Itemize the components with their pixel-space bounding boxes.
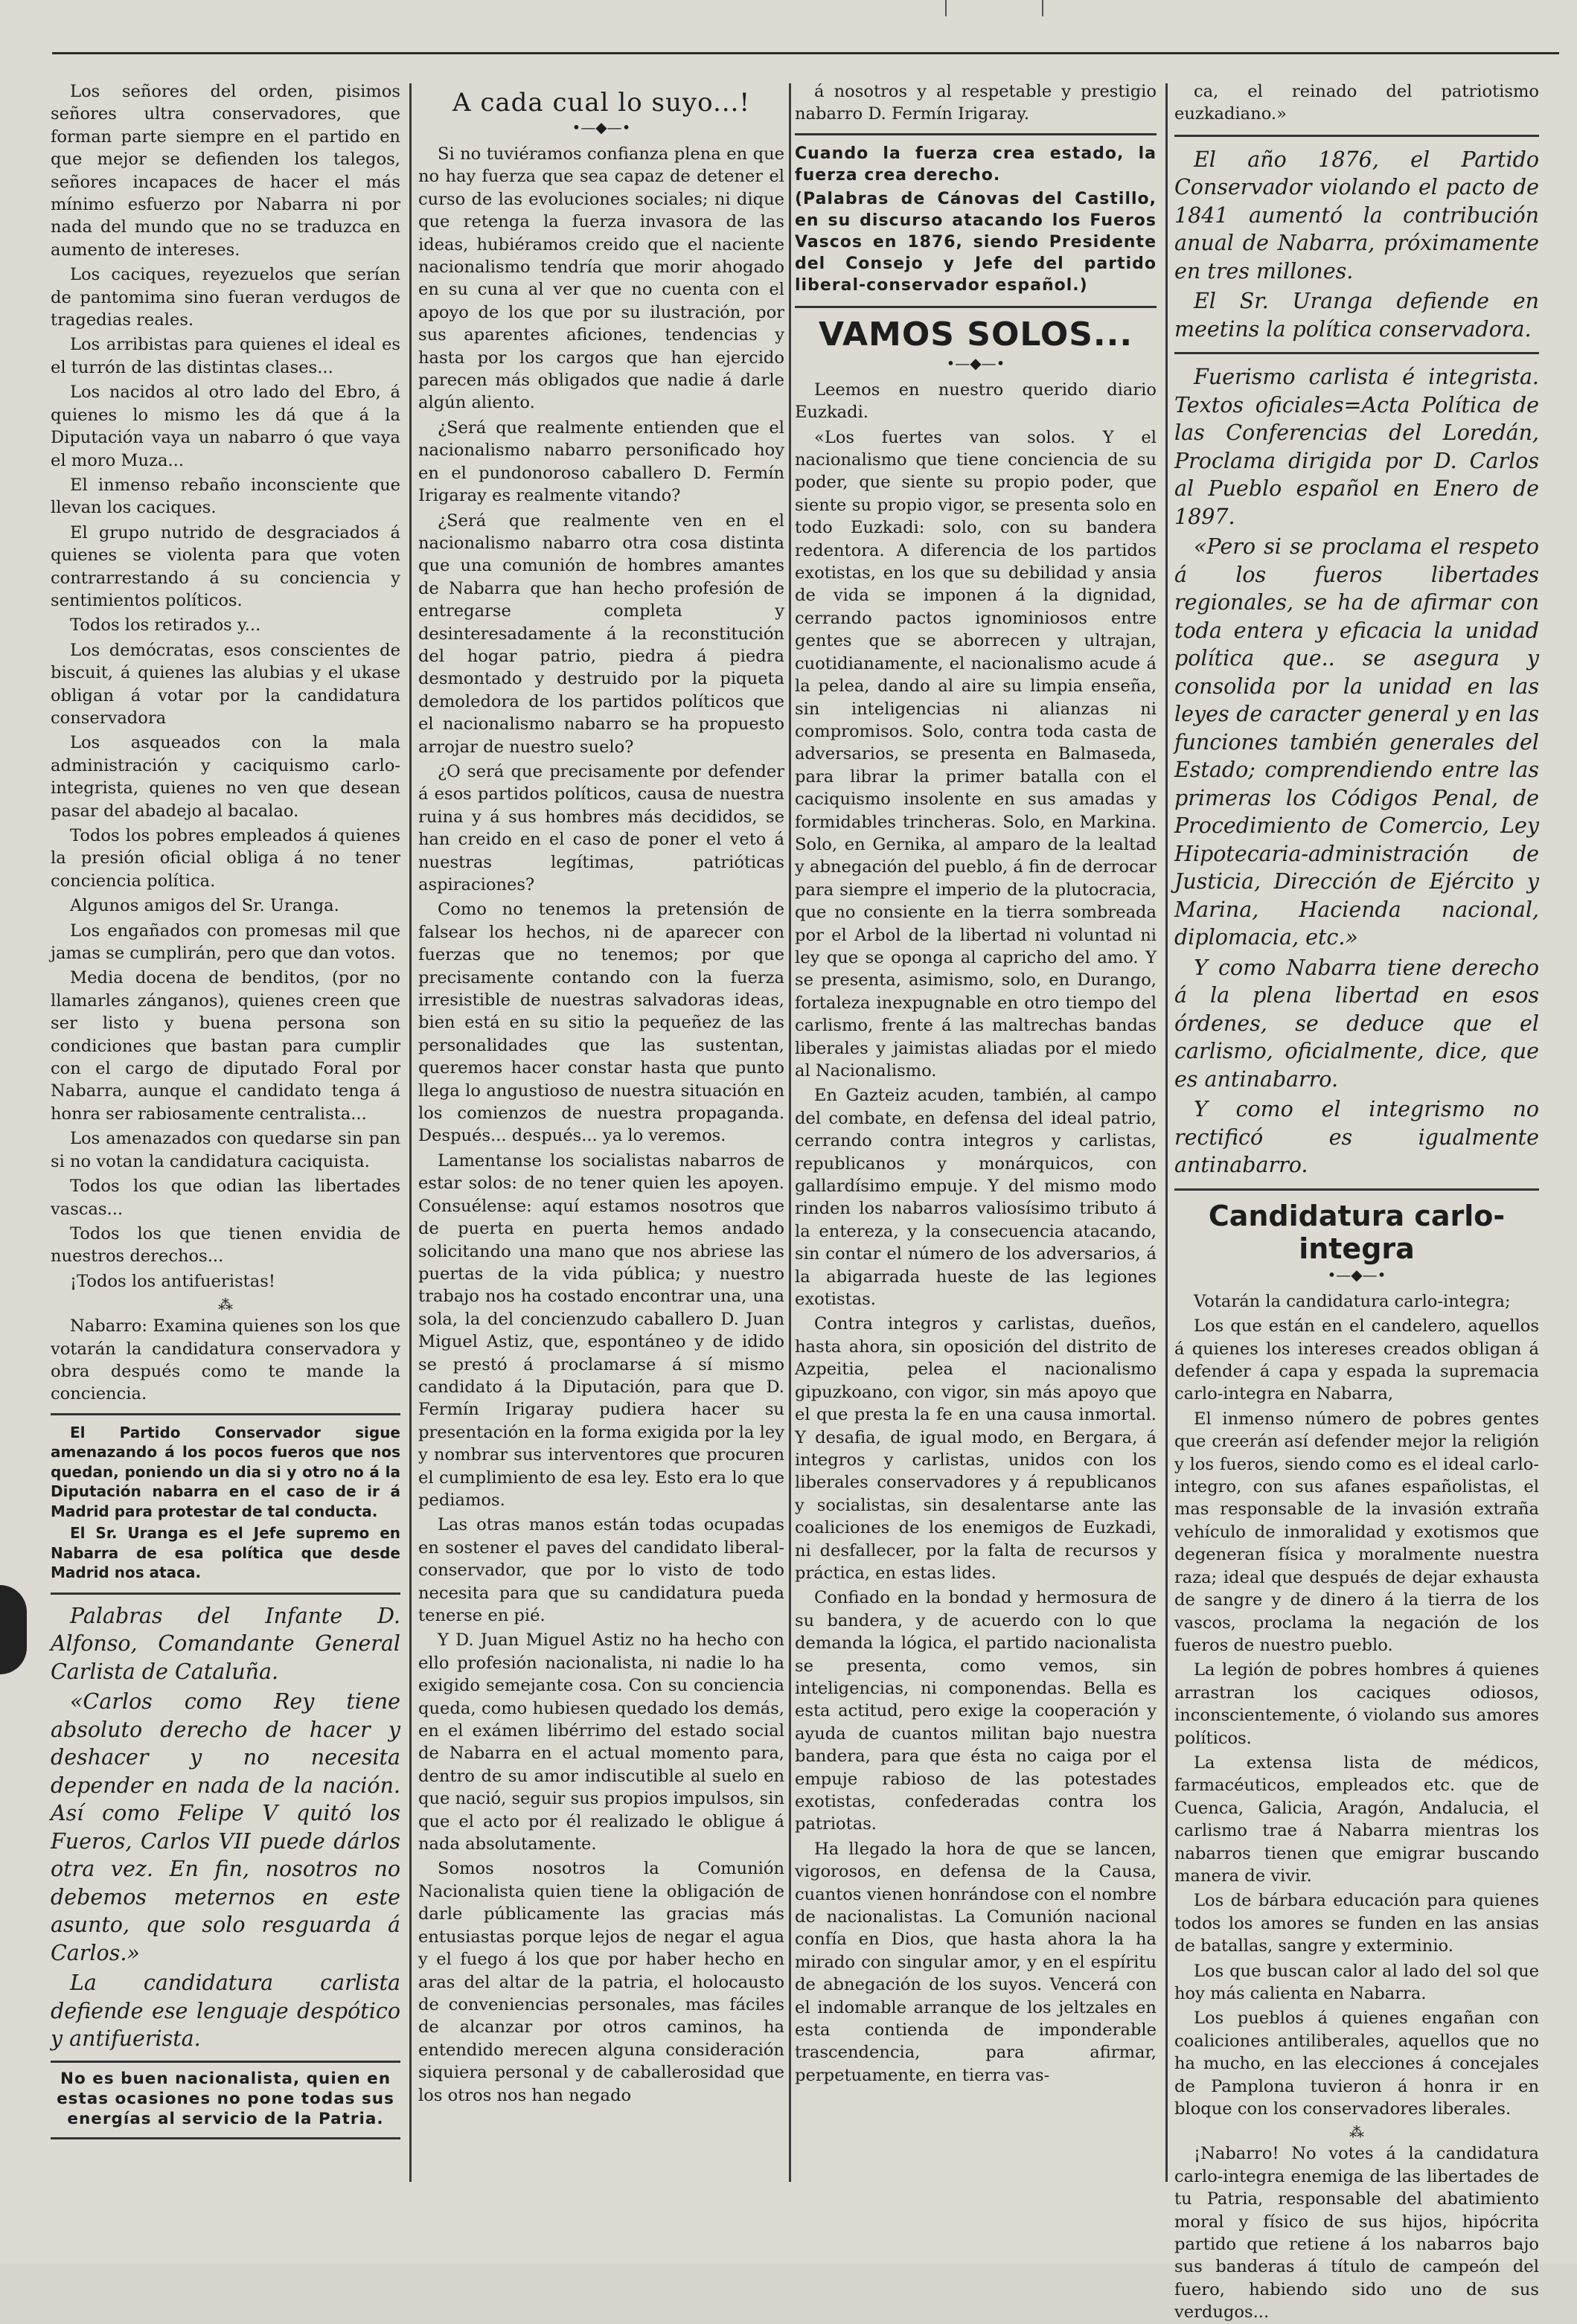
paragraph: Todos los pobres empleados á quienes la presión oficial obliga á no tener conciencia política. — [51, 826, 400, 891]
section-rule — [1174, 352, 1539, 354]
paragraph: La extensa lista de médicos, farmacéuticos, empleados etc. que de Cuenca, Galicia, Aragón, Andalucia, el carlismo trae á Nabarra mientras los nabarros tienen que emigrar buscando manera de vivir. — [1174, 1752, 1539, 1886]
paragraph: ¡Todos los antifueristas! — [70, 1271, 275, 1291]
continuation-text: ca, el reinado del patriotismo euzkadiano.» — [1174, 82, 1539, 124]
closing-appeal: ¡Nabarro! No votes á la candidatura carlo-integra enemiga de las libertades de tu Patria, responsable del abatimiento moral y físico de sus hijos, hipócrita partido que retiene á los nabarros bajo sus banderas á título de campeón del fuero, habiendo sido uno de sus verdugos... — [1174, 2144, 1539, 2323]
paragraph: ¿Será que realmente entienden que el nacionalismo nabarro personificado hoy en el pundonoroso caballero D. Fermín Irigaray es realmente vitando? — [418, 417, 784, 506]
column-3 — [795, 80, 1157, 2201]
paragraph: Los asqueados con la mala administración y caciquismo carlo-integrista, quienes no ven que desean pasar del abadejo al bacalao. — [51, 733, 400, 821]
opponent-list — [51, 80, 400, 1293]
paragraph: Todos los que tienen envidia de nuestros derechos... — [51, 1223, 400, 1267]
heading-ornament: •—◆—• — [1327, 1265, 1386, 1284]
paragraph: «Los fuertes van solos. Y el nacionalismo que tiene conciencia de su poder, que siente su propio poder, que siente su propio vigor, se presenta solo en todo Euzkadi: solo, con su bandera redentora. A diferencia de los partidos exotistas, en los que su debilidad y ansia de vida se imponen á la dignidad, cerrando pactos ignominiosos entre gentes que se aborrecen y ultrajan, cuotidianamente, el nacionalismo acude á la pelea, dando al aire su limpia enseña, sin inteligencias ni alianzas ni compromisos. Solo, contra toda casta de adversarios, se presenta en Balmaseda, para librar la primer batalla con el caciquismo insolente en sus amadas y formidables trincheras. Solo, en Markina. Solo, en Gernika, al amparo de la lealtad y abnegación del pueblo, á fin de derrocar para siempre el imperio de la plutocracia, que no consiente en la tierra sombreada por el Arbol de la libertad ni voluntad ni ley que se oponga al capricho del amo. Y se presenta, asimismo, solo, en Durango, fortaleza inexpugnable en otro tiempo del carlismo, frente á las maltrechas bandas liberales y jaimistas aliadas por el miedo al Nacionalismo. — [795, 427, 1157, 1081]
paragraph: Los demócratas, esos conscientes de biscuit, á quienes las alubias y el ukase obligan á votar por la candidatura conservadora — [51, 640, 400, 728]
top-edge-mark — [945, 0, 947, 16]
top-rule — [52, 52, 1559, 54]
infante-comment: La candidatura carlista defiende ese lenguaje despótico y antifuerista. — [51, 1971, 400, 2052]
contribution-note — [1174, 146, 1539, 344]
column-divider — [789, 83, 791, 2182]
paragraph: Somos nosotros la Comunión Nacionalista quien tiene la obligación de darle públicamente las gracias más entusiastas porque lejos de negar el agua y el fuego á los que por haber hecho en aras del altar de la patria, el holocausto de conveniencias personales, mas fáciles de alcanzar por otros caminos, ha entendido merecen alguna consideración siquiera personal y de caballerosidad que los otros nos han negado — [418, 1859, 784, 2105]
conservative-box — [51, 1413, 400, 1595]
note-paragraph: El año 1876, el Partido Conservador violando el pacto de 1841 aumentó la contribución anual de Nabarra, próximamente en tres millones. — [1174, 147, 1539, 284]
asterism-ornament: ⁂ — [218, 1296, 233, 1314]
paragraph: Los nacidos al otro lado del Ebro, á quienes lo mismo les dá que á la Diputación vaya un nabarro ó que vaya el moro Muza... — [51, 382, 400, 470]
heading-ornament: •—◆—• — [572, 118, 631, 136]
column-divider — [1165, 83, 1168, 2182]
quote-attribution: (Palabras de Cánovas del Castillo, en su discurso atacando los Fueros Vascos en 1876, siendo Presidente del Consejo y Jefe del partido liberal-conservador español.) — [795, 189, 1157, 295]
paragraph: Los de bárbara educación para quienes todos los amores se funden en las ansias de batallas, sangre y exterminio. — [1174, 1891, 1539, 1956]
paragraph: Todos los retirados y... — [70, 615, 261, 636]
infante-quote: «Carlos como Rey tiene absoluto derecho de hacer y deshacer y no necesita depender en nada de la nación. Así como Felipe V quitó los Fueros, Carlos VII puede dárlos otra vez. En fin, nosotros no debemos meternos en este asunto, que solo resguarda á Carlos.» — [51, 1689, 400, 1965]
infante-title: Palabras del Infante D. Alfonso, Comandante General Carlista de Cataluña. — [51, 1603, 400, 1684]
ink-blot — [0, 1585, 27, 1674]
nationalist-quote-box — [51, 2061, 400, 2139]
quote-line: Cuando la fuerza crea estado, la fuerza crea derecho. — [795, 144, 1157, 185]
paragraph: El inmenso número de pobres gentes que creerán así defender mejor la religión y los fueros, siendo como es el ideal carlo-integro, con sus afanes españolistas, el mas responsable de la invasión extraña vehículo de inmoralidad y exotismos que degeneran física y moralmente nuestra raza; ideal que después de dejar exhausta de sangre y de dinero á la tierra de los vascos, proclama la negación de los fueros de nuestro pueblo. — [1174, 1409, 1539, 1655]
article-heading: A cada cual lo suyo...! — [452, 88, 751, 118]
box-paragraph: El Partido Conservador sigue amenazando á los pocos fueros que nos quedan, poniendo un dia si y otro no á la Diputación nabarra en el caso de ir á Madrid para protestar de tal conducta. — [51, 1423, 400, 1520]
paragraph: Confiado en la bondad y hermosura de su bandera, y de acuerdo con lo que demanda la lógica, el partido nacionalista se presenta, como vemos, sin inteligencias, ni componendas. Bella es esta actitud, pero exige la cooperación y ayuda de cuantos militan bajo nuestra bandera, para que ésta no caiga por el empuje rabioso de las potestades exotistas, confederadas contra los patriotas. — [795, 1588, 1157, 1834]
paragraph: Ha llegado la hora de que se lancen, vigorosos, en defensa de la Causa, cuantos vienen honrándose con el nombre de nacionalistas. La Comunión nacional confía en Dios, que hasta ahora la ha mirado con singular amor, y en el espíritu de abnegación de los suyos. Vencerá con el indomable arranque de los jeltzales en esta contienda de imponderable trascendencia, para afirmar, perpetuamente, en tierra vas- — [795, 1839, 1157, 2085]
paragraph: Los que buscan calor al lado del sol que hoy más calienta en Nabarra. — [1174, 1961, 1539, 2003]
paragraph: Si no tuviéramos confianza plena en que no hay fuerza que sea capaz de detener el curso de las evoluciones sociales; ni dique que retenga la fuerza invasora de las ideas, hubiéramos creido que el naciente nacionalismo tendría que morir ahogado en su cuna al ver que no cuenta con el apoyo de los que por su ilustración, por sus aparentes aficiones, tendencias y hasta por los cargos que han ejercido parecen más obligados que nadie á darle algún aliento. — [418, 144, 784, 413]
fuerismo-section — [1174, 363, 1539, 1179]
heading-ornament: •—◆—• — [946, 353, 1005, 372]
paragraph: Los engañados con promesas mil que jamas se cumplirán, pero que dan votos. — [51, 921, 400, 964]
exhortation: Nabarro: Examina quienes son los que votarán la candidatura conservadora y obra después como te mande la conciencia. — [51, 1316, 400, 1404]
section-rule — [1174, 1188, 1539, 1191]
column-4 — [1174, 80, 1539, 2323]
paragraph: Algunos amigos del Sr. Uranga. — [70, 896, 339, 916]
fuerismo-paragraph: Y como el integrismo no rectificó es igualmente antinabarro. — [1174, 1097, 1539, 1178]
asterism-ornament: ⁂ — [1349, 2123, 1364, 2142]
paragraph: El grupo nutrido de desgraciados á quienes se violenta para que voten contrarrestando á su conciencia y sentimientos políticos. — [51, 522, 400, 610]
column-divider — [409, 83, 412, 2182]
top-edge-mark — [1042, 0, 1043, 16]
paragraph: ¿O será que precisamente por defender á esos partidos políticos, causa de nuestra ruina y á sus hombres más decididos, se han creido en el caso de poner el veto á nuestras legítimas, patrióticas aspiraciones? — [418, 761, 784, 894]
quote-text: No es buen nacionalista, quien en estas ocasiones no pone todas sus energías al servicio de la Patria. — [57, 2069, 394, 2128]
article-heading: Candidatura carlo-integra — [1208, 1199, 1506, 1265]
fuerismo-paragraph: Y como Nabarra tiene derecho á la plena libertad en esos órdenes, se deduce que el carlismo, oficialmente, dice, que es antinabarro. — [1174, 955, 1539, 1092]
paragraph: Los arribistas para quienes el ideal es el turrón de las distintas clases... — [51, 335, 400, 377]
paragraph: ¿Será que realmente ven en el nacionalismo nabarro otra cosa distinta que una comunión de hombres amantes de Nabarra que han hecho profesión de entregarse completa y desinteresadamente á la reconstitución del hogar patrio, piedra á piedra desmontado y destruido por la piqueta demoledora de los partidos políticos que el nacionalismo nabarro se ha propuesto arrojar de nuestro suelo? — [418, 510, 784, 757]
box-paragraph: El Sr. Uranga es el Jefe supremo en Nabarra de esa política que desde Madrid nos ataca. — [51, 1524, 400, 1582]
paragraph: Las otras manos están todas ocupadas en sostener el paves del candidato liberal-conservador, que por lo visto de todo necesita para que su candidatura pueda tenerse en pié. — [418, 1515, 784, 1625]
article-heading: VAMOS SOLOS... — [818, 315, 1133, 353]
column-2 — [418, 80, 784, 2201]
paragraph: Los amenazados con quedarse sin pan si no votan la candidatura caciquista. — [51, 1129, 400, 1171]
infante-quote-section — [51, 1602, 400, 2053]
paragraph: Media docena de benditos, (por no llamarles zánganos), quienes creen que ser listo y buena persona son condiciones que bastan para cumplir con el cargo de diputado Foral por Nabarra, aunque el candidato tenga á honra ser rabiosamente centralista... — [51, 968, 400, 1124]
paragraph: En Gazteiz acuden, también, al campo del combate, en defensa del ideal patrio, cerrando contra integros y carlistas, republicanos y monárquicos, con gallardísimo empuje. Y del mismo modo rinden los nabarros valiosísimo tributo á la entereza, y la consecuencia atacando, sin contar el número de los adversarios, á la abigarrada hueste de las legiones exotistas. — [795, 1086, 1157, 1310]
canovas-quote-box — [795, 133, 1157, 308]
paragraph: Leemos en nuestro querido diario Euzkadi. — [795, 380, 1157, 423]
section-rule — [1174, 135, 1539, 137]
paragraph: Los caciques, reyezuelos que serían de pantomima sino fueran verdugos de tragedias reales. — [51, 265, 400, 330]
paragraph: Los señores del orden, pisimos señores ultra conservadores, que forman parte siempre en el partido en que mejor se defienden los talegos, señores incapaces de hacer el más mínimo esfuerzo por Nabarra ni por nada del mundo que no se traduzca en aumento de intereses. — [51, 82, 400, 260]
paragraph: Como no tenemos la pretensión de falsear los hechos, ni de aparecer con fuerzas que no tenemos; por que precisamente contando con la fuerza irresistible de nuestras salvadoras ideas, bien está en su sitio la pequeñez de las personalidades que las sustentan, queremos hacer constar hasta que punto llega lo angustioso de nuestra situación en los comienzos de nuestra propaganda. Después... después... ya lo veremos. — [418, 900, 784, 1146]
paragraph: Los que están en el candelero, aquellos á quienes los intereses creados obligan á defender á capa y espada la supremacia carlo-integra en Nabarra, — [1174, 1316, 1539, 1404]
continuation-text: á nosotros y al respetable y prestigio nabarro D. Fermín Irigaray. — [795, 82, 1157, 124]
fuerismo-paragraph: «Pero si se proclama el respeto á los fueros libertades regionales, se ha de afirmar con toda entera y eficacia la unidad política que.. se asegura y consolida por la unidad en las leyes de caracter general y en las funciones también generales del Estado; comprendiendo entre las primeras los Códigos Penal, de Procedimiento de Comercio, Ley Hipotecaria-administración de Justicia, Dirección de Ejército y Marina, Hacienda nacional, diplomacia, etc.» — [1174, 534, 1539, 950]
column-1 — [51, 80, 400, 2201]
paragraph: Los pueblos á quienes engañan con coaliciones antiliberales, aquellos que no ha mucho, en las elecciones á concejales de Pamplona tuvieron á honra ir en bloque con los conservadores liberales. — [1174, 2008, 1539, 2119]
paragraph: Lamentanse los socialistas nabarros de estar solos: de no tener quien les apoyen. Consuélense: aquí estamos nosotros que de puerta en puerta hemos andado solicitando una mano que nos abriese las puertas de la vida pública; y nuestro trabajo nos ha costado encontrar una, una sola, la del concienzudo caballero D. Juan Miguel Astiz, que, espontáneo y de idido se prestó á proclamarse á sí mismo candidato á la Diputación, para que D. Fermín Irigaray pudiera hacer su presentación en la forma exigida por la ley y nombrar sus interventores que procuren el cumplimiento de esa ley. Esto era lo que pediamos. — [418, 1150, 784, 1510]
paragraph: Todos los que odian las libertades vascas... — [51, 1177, 400, 1219]
paragraph: Contra integros y carlistas, dueños, hasta ahora, sin oposición del distrito de Azpeitia, pelea el nacionalismo gipuzkoano, con vigor, sin más apoyo que el que presta la fe en una causa inmortal. Y desafia, de igual modo, en Bergara, á integros y carlistas, unidos con los liberales conservadores y á republicanos y socialistas, sin desalentarse ante las coaliciones de los enemigos de Euzkadi, ni desfallecer, por la falta de recursos y práctica, en estas lides. — [795, 1314, 1157, 1583]
fuerismo-paragraph: Fuerismo carlista é integrista. Textos oficiales=Acta Política de las Conferencias del Loredán, Proclama dirigida por D. Carlos al Pueblo español en Enero de 1897. — [1174, 365, 1539, 529]
paragraph: El inmenso rebaño inconsciente que llevan los caciques. — [51, 475, 400, 518]
note-paragraph: El Sr. Uranga defiende en meetins la política conservadora. — [1174, 289, 1539, 342]
paragraph: Y D. Juan Miguel Astiz no ha hecho con ello profesión nacionalista, ni nadie lo ha exigido semejante cosa. Con su conciencia queda, como hubiesen quedado los demás, en el exámen libérrimo del estado social de Nabarra en el actual momento para, dentro de su amor indiscutible al suelo en que nació, seguir sus propios impulsos, sin que el acto por él realizado le obligue á nada absolutamente. — [418, 1630, 784, 1854]
paragraph: Votarán la candidatura carlo-integra; — [1194, 1291, 1511, 1311]
paragraph: La legión de pobres hombres á quienes arrastran los caciques odiosos, inconscientemente, ó violando sus amores políticos. — [1174, 1660, 1539, 1748]
